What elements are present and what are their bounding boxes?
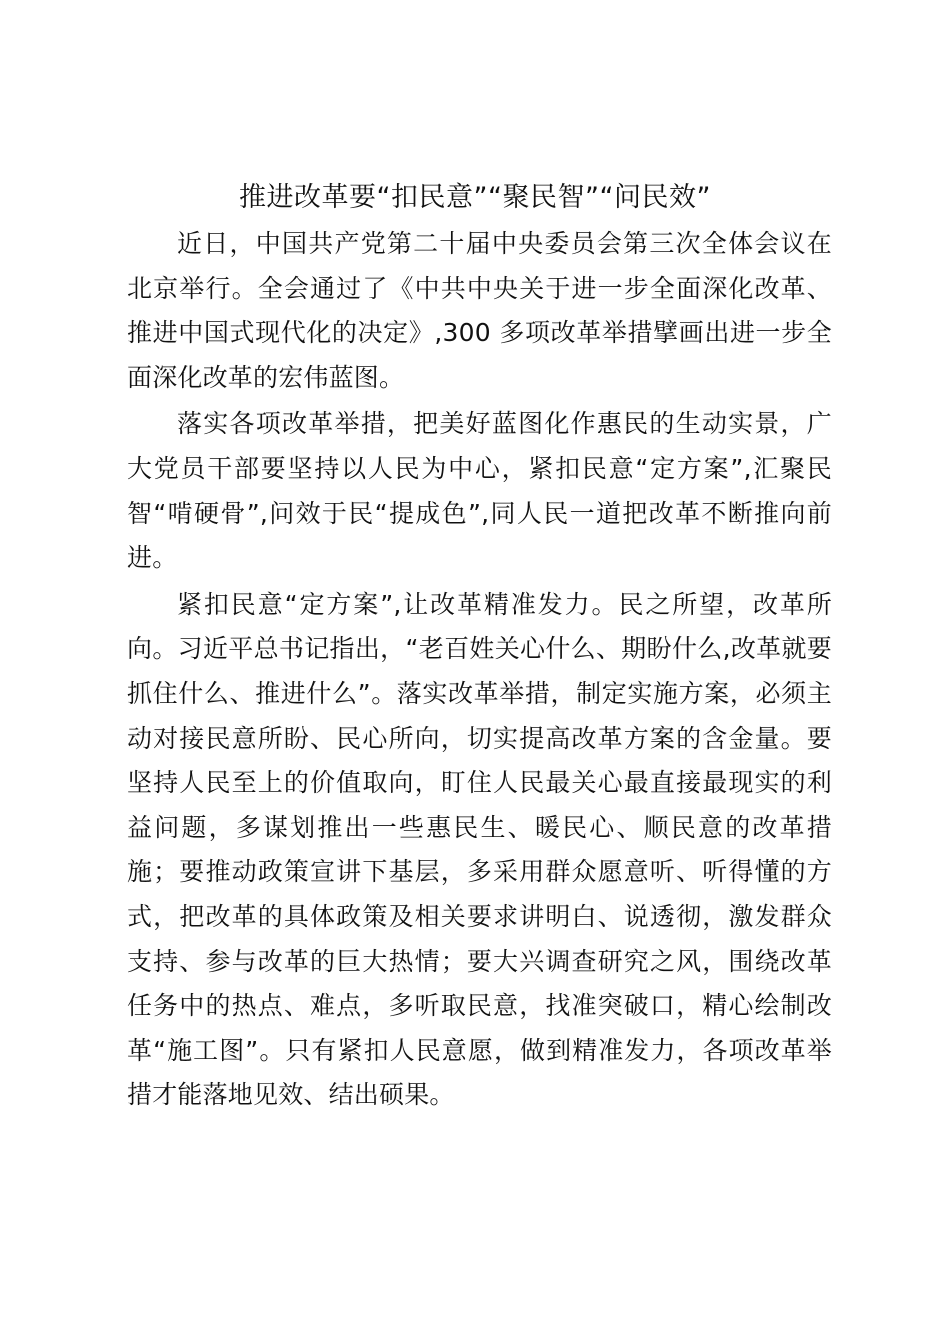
paragraph-intro: 近日，中国共产党第二十届中央委员会第三次全体会议在北京举行。全会通过了《中共中央关于进一步全面深化改革、推进中国式现代化的决定》,300 多项改革举措擘画出进一步全面深化改革的宏伟蓝图。	[127, 229, 832, 392]
paragraph-plan: 紧扣民意“定方案”,让改革精准发力。民之所望，改革所向。习近平总书记指出，“老百姓关心什么、期盼什么,改革就要抓住什么、推进什么”。落实改革举措，制定实施方案，必须主动对接民意所盼、民心所向，切实提高改革方案的含金量。要坚持人民至上的价值取向，盯住人民最关心最直接最现实的利益问题，多谋划推出一些惠民生、暖民心、顺民意的改革措施；要推动政策宣讲下基层，多采用群众愿意听、听得懂的方式，把改革的具体政策及相关要求讲明白、说透彻，激发群众支持、参与改革的巨大热情；要大兴调查研究之风，围绕改革任务中的热点、难点，多听取民意，找准突破口，精心绘制改革“施工图”。只有紧扣人民意愿，做到精准发力，各项改革举措才能落地见效、结出硕果。	[127, 589, 832, 1110]
document-body	[127, 222, 832, 1120]
paragraph-overview: 落实各项改革举措，把美好蓝图化作惠民的生动实景，广大党员干部要坚持以人民为中心，紧扣民意“定方案”,汇聚民智“啃硬骨”,问效于民“提成色”,同人民一道把改革不断推向前进。	[127, 409, 832, 573]
document-title: 推进改革要“扣民意”“聚民智”“问民效”	[239, 182, 711, 213]
